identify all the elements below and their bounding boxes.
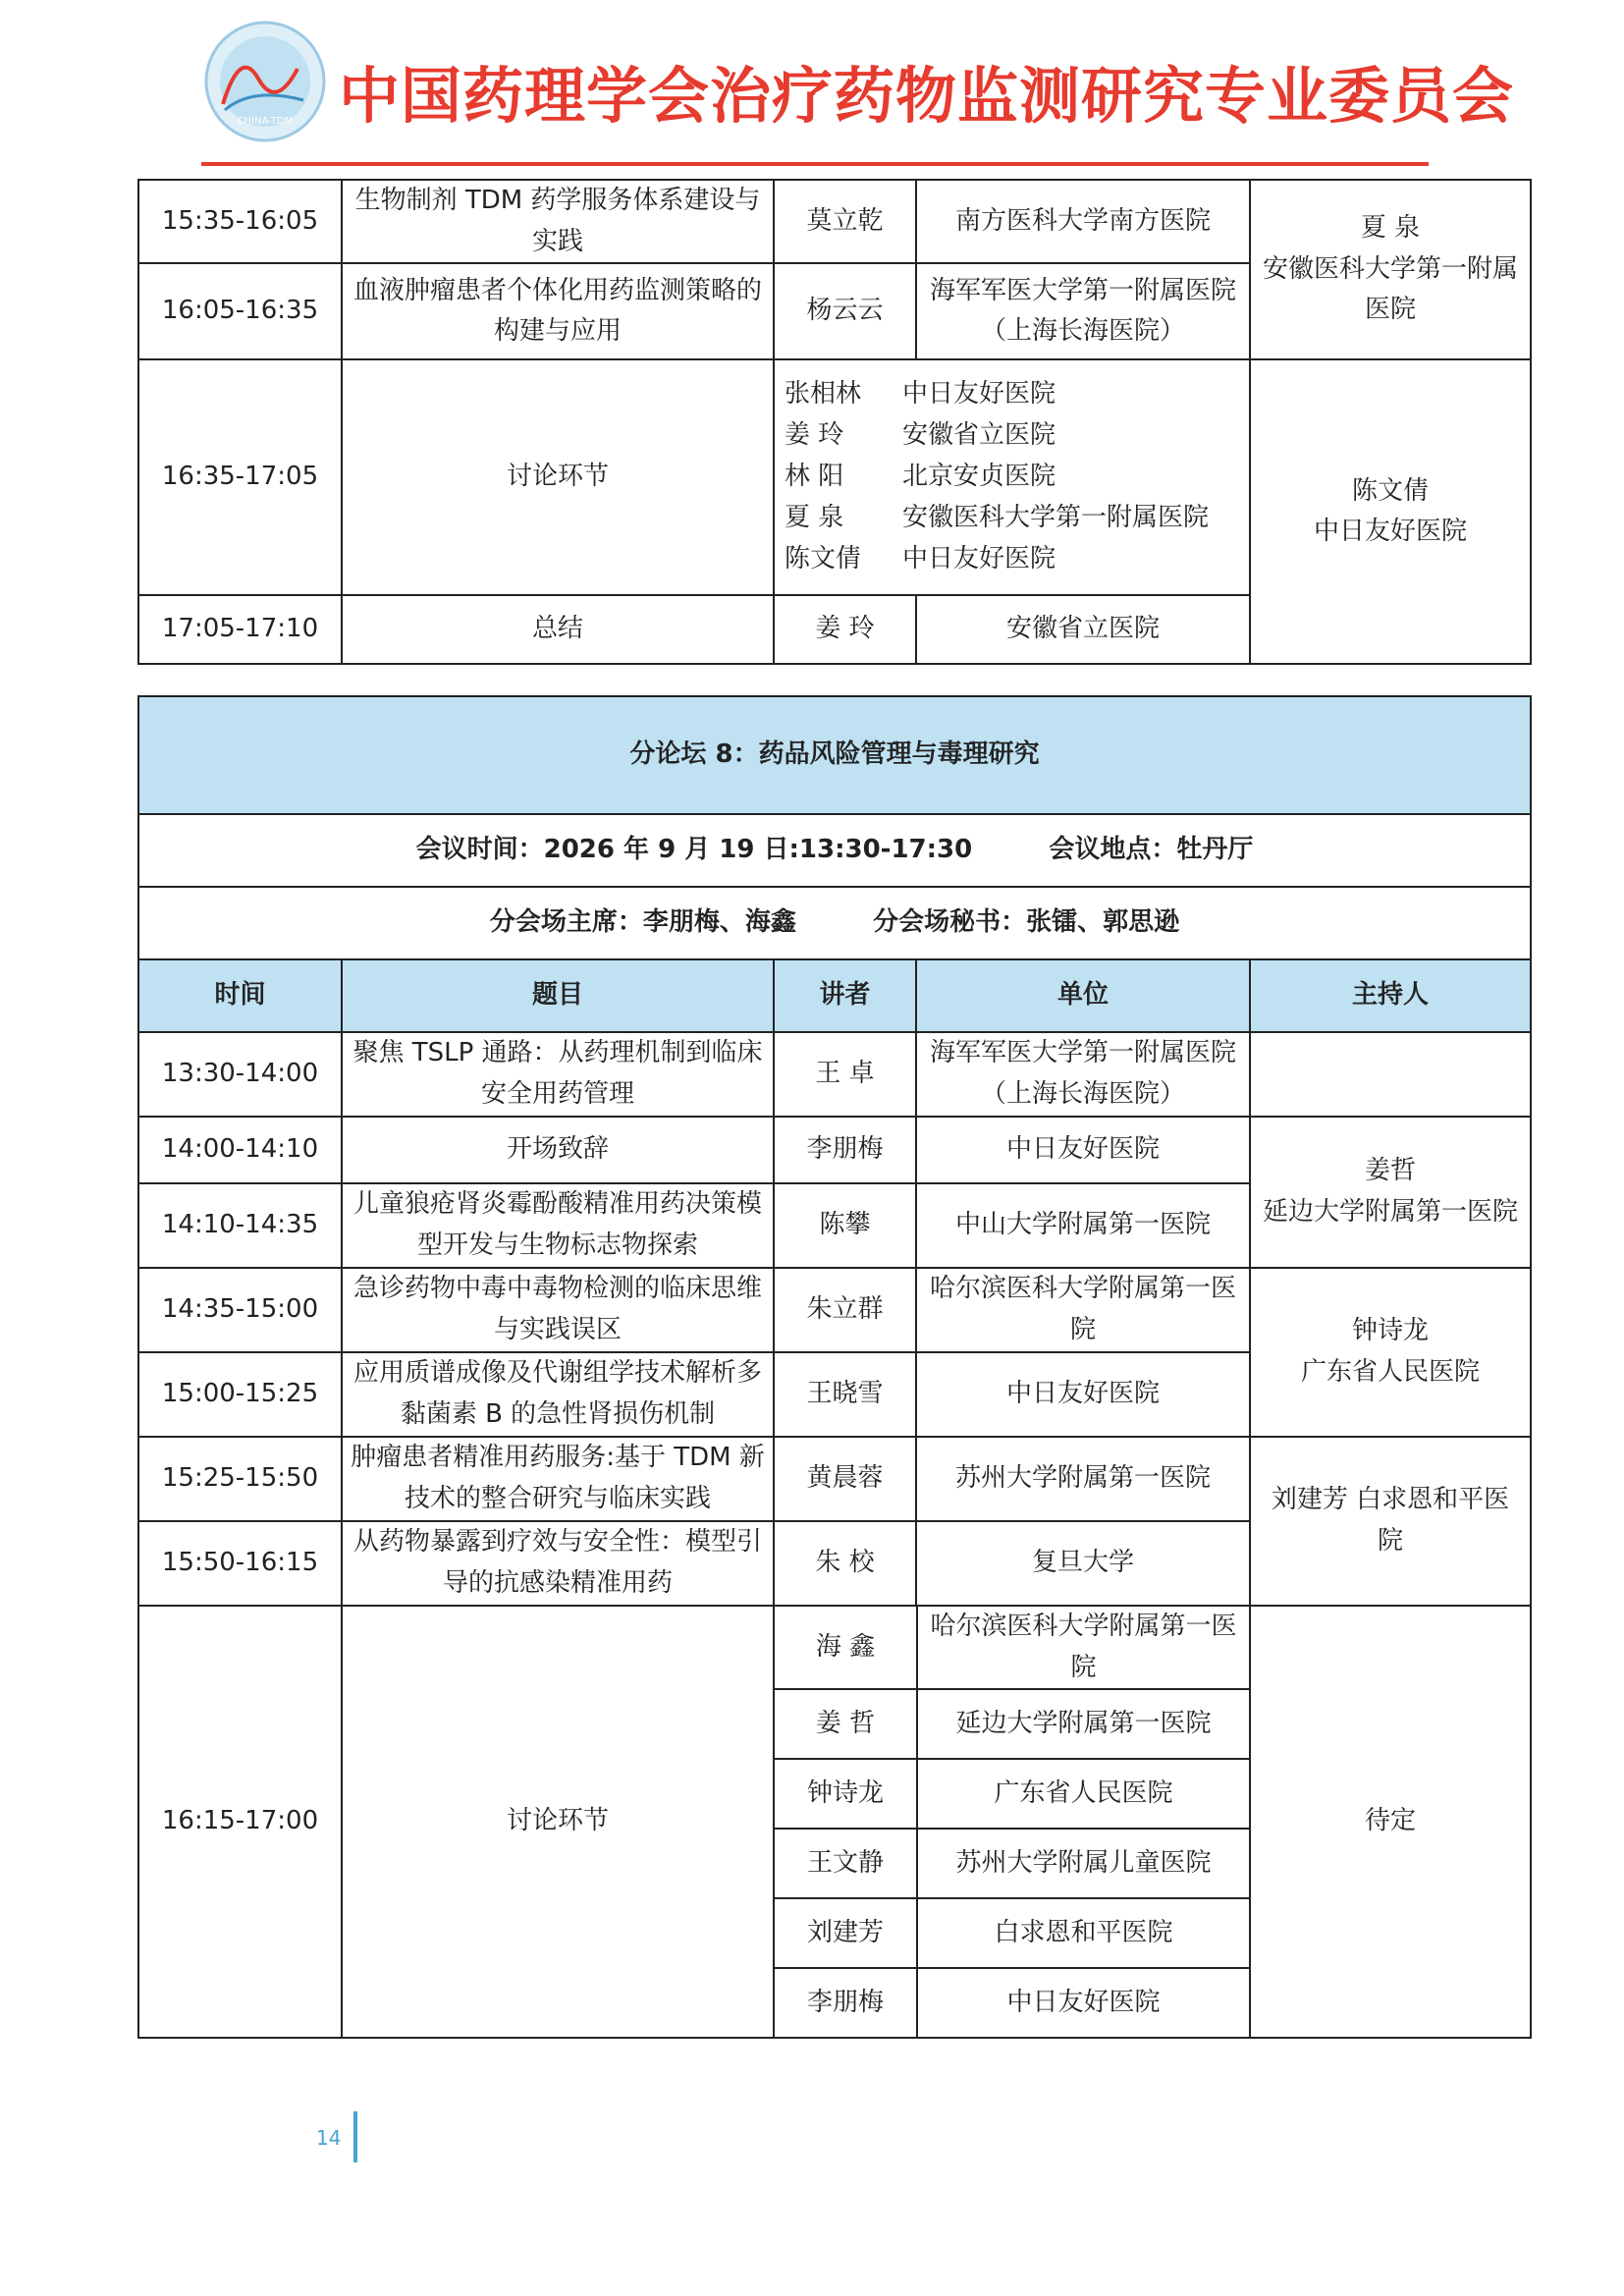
logo-text: CHINA-TDM (237, 116, 294, 127)
column-header-unit: 单位 (916, 959, 1250, 1032)
topic-cell: 生物制剂 TDM 药学服务体系建设与实践 (342, 180, 774, 263)
panelist-unit: 安徽省立医院 (902, 420, 1056, 451)
topic-cell: 儿童狼疮肾炎霉酚酸精准用药决策模型开发与生物标志物探索 (342, 1183, 774, 1268)
chairs-row (138, 887, 1531, 959)
forum-title: 分论坛 8：药品风险管理与毒理研究 (138, 696, 1531, 814)
host-unit: 广东省人民医院 (1300, 1357, 1480, 1387)
discussion-panel (774, 1606, 1250, 2038)
panelist-list (775, 1607, 1249, 2037)
topic-cell: 急诊药物中毒中毒物检测的临床思维与实践误区 (342, 1268, 774, 1352)
table-row (138, 180, 1531, 263)
speaker-cell: 王 卓 (774, 1032, 916, 1117)
panelist (785, 374, 1239, 415)
meeting-info-row (138, 814, 1531, 887)
time-cell: 15:00-15:25 (138, 1352, 342, 1437)
panelist-unit: 中日友好医院 (902, 544, 1056, 574)
time-cell: 15:35-16:05 (138, 180, 342, 263)
topic-cell: 总结 (342, 595, 774, 664)
table-row (138, 1117, 1531, 1183)
host-cell (1250, 1117, 1531, 1268)
page-number-bar (353, 2111, 357, 2162)
topic-cell: 肿瘤患者精准用药服务:基于 TDM 新技术的整合研究与临床实践 (342, 1437, 774, 1521)
host-name: 夏 泉 (1360, 213, 1421, 244)
time-cell: 15:25-15:50 (138, 1437, 342, 1521)
speaker-cell: 李朋梅 (774, 1117, 916, 1183)
host-unit: 安徽医科大学第一附属医院 (1262, 253, 1518, 325)
panelist-name: 钟诗龙 (775, 1759, 917, 1829)
topic-cell: 从药物暴露到疗效与安全性：模型引导的抗感染精准用药 (342, 1521, 774, 1606)
unit-cell: 海军军医大学第一附属医院（上海长海医院） (916, 1032, 1250, 1117)
speaker-cell: 莫立乾 (774, 180, 916, 263)
panelist (775, 1968, 1249, 2037)
time-cell: 15:50-16:15 (138, 1521, 342, 1606)
column-header-host: 主持人 (1250, 959, 1531, 1032)
host-unit: 延边大学附属第一医院 (1262, 1197, 1518, 1227)
forum-banner-row (138, 696, 1531, 814)
meeting-time: 会议时间：2026 年 9 月 19 日:13:30-17:30 (415, 835, 973, 865)
panelist (775, 1759, 1249, 1829)
host-cell (1250, 180, 1531, 359)
time-cell: 14:10-14:35 (138, 1183, 342, 1268)
time-cell: 16:35-17:05 (138, 359, 342, 595)
unit-cell: 中日友好医院 (916, 1117, 1250, 1183)
table-row (138, 359, 1531, 595)
header-divider (201, 162, 1429, 166)
panelist-name: 陈文倩 (785, 544, 862, 574)
speaker-cell: 姜 玲 (774, 595, 916, 664)
speaker-cell: 朱立群 (774, 1268, 916, 1352)
panelist (785, 415, 1239, 457)
session-chairs: 分会场主席：李朋梅、海鑫 (489, 907, 796, 938)
panelist (785, 539, 1239, 580)
time-cell: 16:15-17:00 (138, 1606, 342, 2038)
panelist (775, 1689, 1249, 1759)
unit-cell: 苏州大学附属第一医院 (916, 1437, 1250, 1521)
panelist (775, 1607, 1249, 1689)
topic-cell: 聚焦 TSLP 通路：从药理机制到临床安全用药管理 (342, 1032, 774, 1117)
panelist (785, 498, 1239, 539)
host-cell (1250, 1032, 1531, 1117)
unit-cell: 中山大学附属第一医院 (916, 1183, 1250, 1268)
page-number: 14 (316, 2126, 342, 2150)
speaker-cell: 杨云云 (774, 263, 916, 359)
speaker-cell: 朱 校 (774, 1521, 916, 1606)
forum8-schedule-table (137, 695, 1532, 2039)
topic-cell: 开场致辞 (342, 1117, 774, 1183)
org-title: 中国药理学会治疗药物监测研究专业委员会 (339, 60, 1515, 132)
panelist-name: 张相林 (785, 379, 862, 410)
column-header-speaker: 讲者 (774, 959, 916, 1032)
chairs-info (138, 887, 1531, 959)
panelist (775, 1829, 1249, 1898)
time-cell: 17:05-17:10 (138, 595, 342, 664)
panelist-unit: 北京安贞医院 (902, 462, 1056, 492)
time-cell: 14:35-15:00 (138, 1268, 342, 1352)
time-cell: 16:05-16:35 (138, 263, 342, 359)
panelist (785, 457, 1239, 498)
table-row (138, 1606, 1531, 2038)
topic-cell: 应用质谱成像及代谢组学技术解析多黏菌素 B 的急性肾损伤机制 (342, 1352, 774, 1437)
panelist-name: 姜 玲 (785, 420, 844, 451)
host-cell (1250, 359, 1531, 664)
host-cell (1250, 1268, 1531, 1437)
panelist-name: 王文静 (775, 1829, 917, 1898)
panelist (775, 1898, 1249, 1968)
session-secretaries: 分会场秘书：张镭、郭思逊 (873, 907, 1180, 938)
speaker-cell: 陈攀 (774, 1183, 916, 1268)
speaker-cell: 王晓雪 (774, 1352, 916, 1437)
panelist-unit: 哈尔滨医科大学附属第一医院 (917, 1607, 1249, 1689)
panelist-unit: 安徽医科大学第一附属医院 (902, 503, 1210, 533)
page-header (201, 18, 1515, 155)
table-row (138, 1437, 1531, 1521)
previous-session-table (137, 179, 1532, 665)
speaker-cell: 黄晨蓉 (774, 1437, 916, 1521)
panelist-unit: 广东省人民医院 (917, 1759, 1249, 1829)
host-cell: 刘建芳 白求恩和平医院 (1250, 1437, 1531, 1606)
column-header-topic: 题目 (342, 959, 774, 1032)
host-unit: 中日友好医院 (1313, 517, 1467, 547)
host-name: 姜哲 (1364, 1156, 1416, 1186)
host-name: 钟诗龙 (1351, 1316, 1429, 1346)
host-name: 陈文倩 (1351, 475, 1429, 506)
unit-cell: 哈尔滨医科大学附属第一医院 (916, 1268, 1250, 1352)
topic-cell: 讨论环节 (342, 359, 774, 595)
panelist-unit: 中日友好医院 (902, 379, 1056, 410)
time-cell: 13:30-14:00 (138, 1032, 342, 1117)
panelist-unit: 白求恩和平医院 (917, 1898, 1249, 1968)
column-header-time: 时间 (138, 959, 342, 1032)
panelist-name: 李朋梅 (775, 1968, 917, 2037)
time-cell: 14:00-14:10 (138, 1117, 342, 1183)
table-row (138, 1032, 1531, 1117)
topic-cell: 血液肿瘤患者个体化用药监测策略的构建与应用 (342, 263, 774, 359)
panelist-name: 夏 泉 (785, 503, 844, 533)
panelist-unit: 中日友好医院 (1006, 1987, 1161, 2017)
host-cell: 待定 (1250, 1606, 1531, 2038)
unit-cell: 中日友好医院 (916, 1352, 1250, 1437)
panelist-unit: 苏州大学附属儿童医院 (917, 1829, 1249, 1898)
column-header-row (138, 959, 1531, 1032)
panelist-name: 刘建芳 (775, 1898, 917, 1968)
panelist-name: 林 阳 (785, 462, 844, 492)
discussion-panel (774, 359, 1250, 595)
meeting-venue: 会议地点：牡丹厅 (1049, 835, 1254, 865)
unit-cell: 安徽省立医院 (916, 595, 1250, 664)
unit-cell: 复旦大学 (916, 1521, 1250, 1606)
panelist-name: 姜 哲 (775, 1689, 917, 1759)
panelist-unit: 延边大学附属第一医院 (917, 1689, 1249, 1759)
tdm-logo-icon (201, 18, 329, 145)
panelist-name: 海 鑫 (775, 1607, 917, 1689)
unit-cell: 海军军医大学第一附属医院（上海长海医院） (916, 263, 1250, 359)
table-row (138, 1268, 1531, 1352)
unit-cell: 南方医科大学南方医院 (916, 180, 1250, 263)
topic-cell: 讨论环节 (342, 1606, 774, 2038)
meeting-info (138, 814, 1531, 887)
